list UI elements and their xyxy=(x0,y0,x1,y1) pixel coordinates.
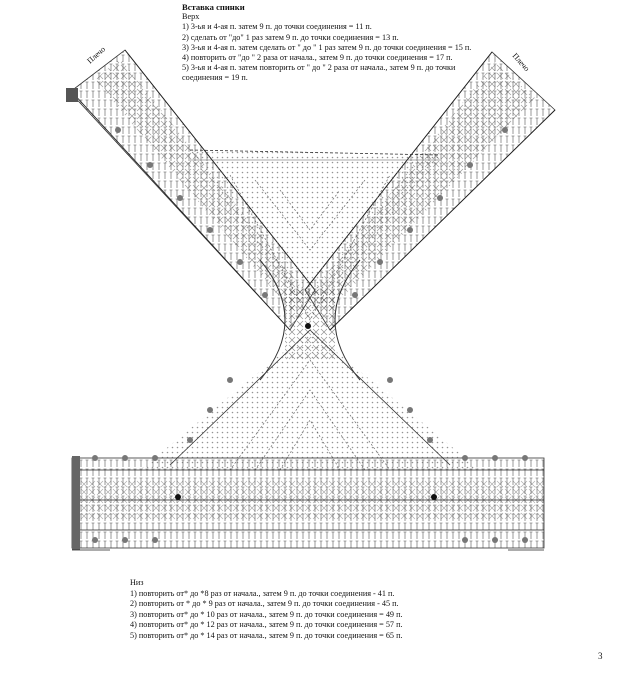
shoulder-label-right: Плечо xyxy=(510,51,532,74)
section-subtitle: Верх xyxy=(182,12,200,22)
top-step: 1) 3-ья и 4-ая п. затем 9 п. до точки соединения = 11 п. xyxy=(182,22,372,32)
top-step: 3) 3-ья и 4-ая п. затем сделать от " до " 1 раз затем 9 п. до точки соединения = 15 п. xyxy=(182,42,472,52)
bottom-step: 2) повторить от * до * 9 раз от начала., затем 9 п. до точки соединения - 45 п. xyxy=(130,599,399,609)
bottom-instructions xyxy=(130,578,510,642)
bottom-step: 3) повторить от* до * 10 раз от начала., затем 9 п. до точки соединения = 49 п. xyxy=(130,609,403,619)
bottom-step: 1) повторить от* до *8 раз от начала., затем 9 п. до точки соединения - 41 п. xyxy=(130,588,395,598)
bottom-step: 5) повторить от* до * 14 раз от начала., затем 9 п. до точки соединения = 65 п. xyxy=(130,630,403,640)
bottom-band xyxy=(72,456,544,550)
bottom-step: 4) повторить от* до * 12 раз от начала., затем 9 п. до точки соединения = 57 п. xyxy=(130,620,403,630)
shoulder-label-left: Плечо xyxy=(85,44,108,66)
section-title: Вставка спинки xyxy=(182,2,245,12)
lower-fan-motif xyxy=(140,330,480,470)
top-step: 2) сделать от "до" 1 раз затем 9 п. до точки соединения = 13 п. xyxy=(182,32,399,42)
top-step: 5) 3-ья и 4-ая п. затем повторить от " до " 2 раза от начала., затем 9 п. до точки соединения = 19 п. xyxy=(182,63,456,83)
top-instructions xyxy=(182,2,482,84)
page-number: 3 xyxy=(598,651,603,661)
top-step: 4) повторить от "до " 2 раза от начала., затем 9 п. до точки соединения = 17 п. xyxy=(182,53,453,63)
bottom-title: Низ xyxy=(130,578,144,587)
